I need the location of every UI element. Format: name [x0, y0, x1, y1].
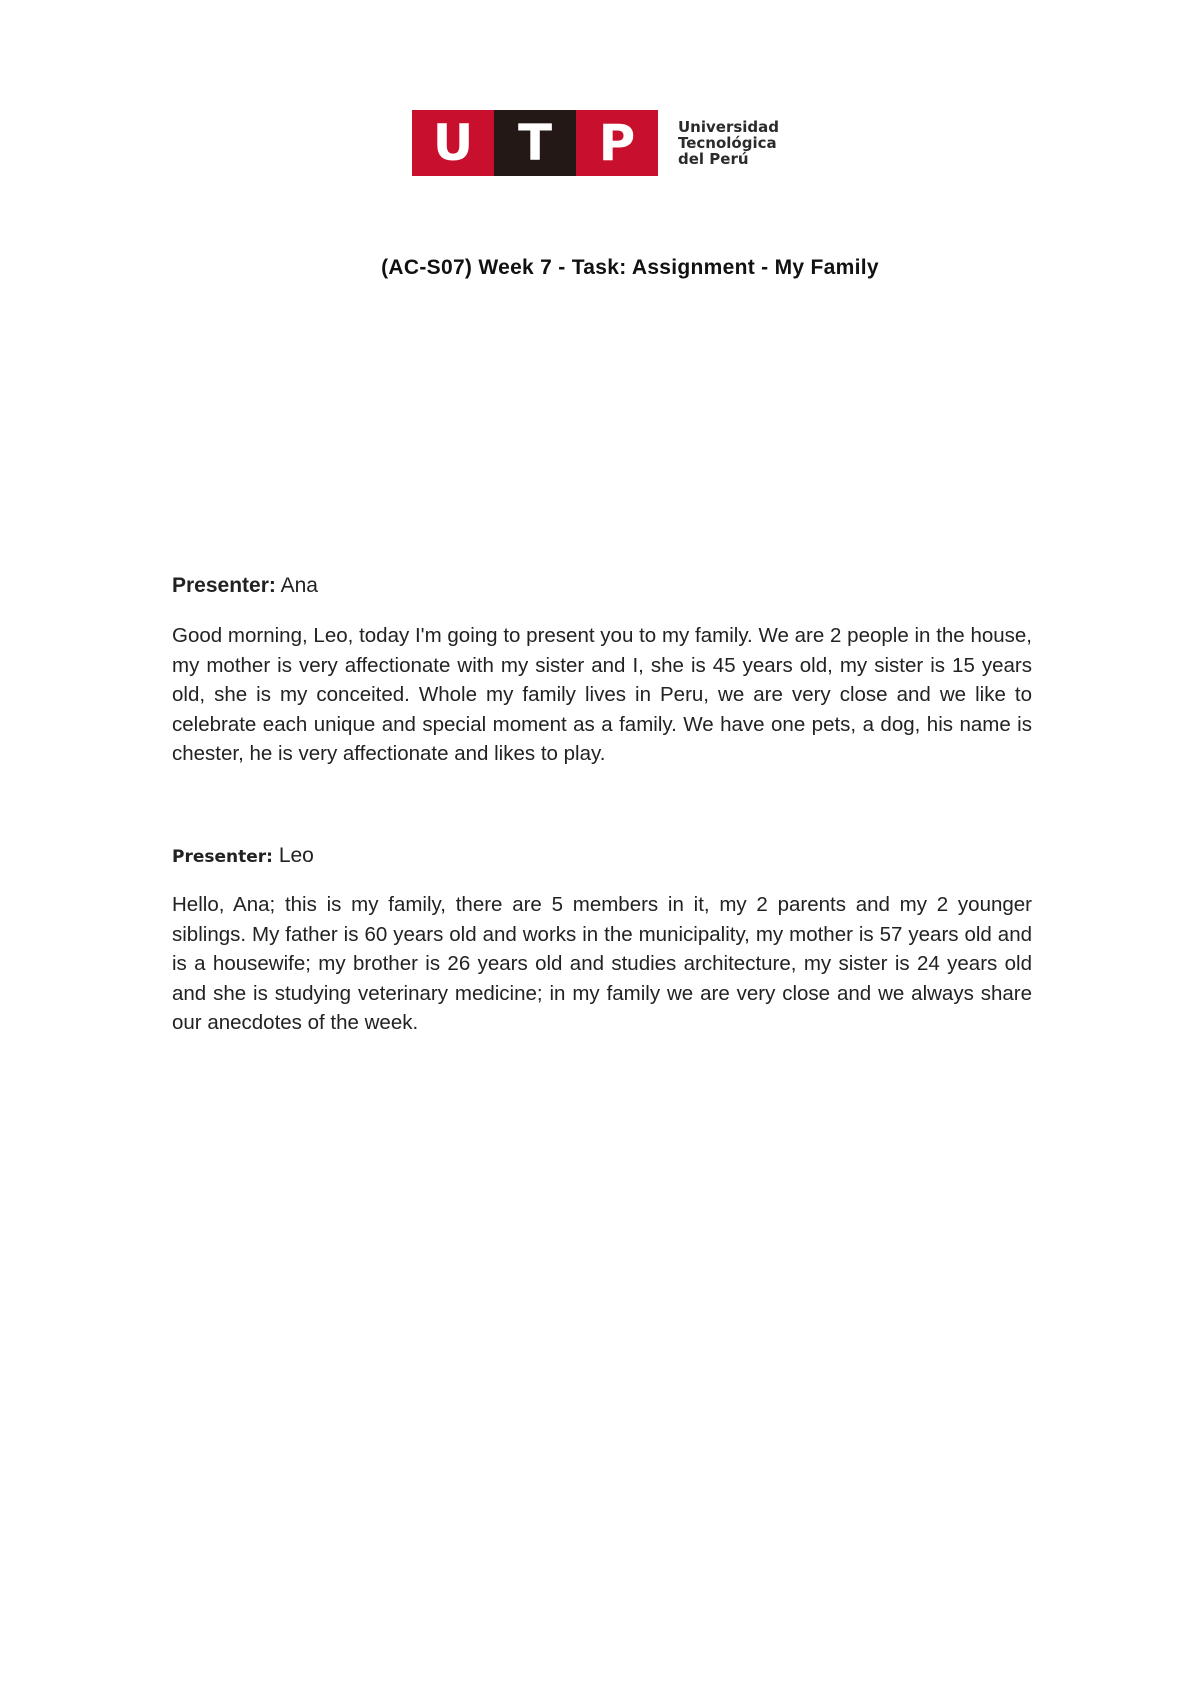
presenter-label: Presenter: — [172, 574, 276, 597]
logo-wordmark — [678, 119, 779, 167]
presenter-section-leo — [172, 844, 1032, 1038]
presenter-name: Ana — [280, 574, 318, 597]
logo-text-line-1: Universidad — [678, 118, 780, 136]
document-title: (AC-S07) Week 7 - Task: Assignment - My Family — [381, 256, 879, 279]
utp-logo — [412, 110, 779, 176]
presenter-line — [172, 574, 1032, 598]
logo-letter-p: P — [576, 110, 658, 176]
presenter-name: Leo — [278, 844, 314, 867]
logo-text-line-2: Tecnológica — [678, 134, 777, 152]
presenter-section-ana — [172, 574, 1032, 769]
logo-text-line-3: del Perú — [678, 150, 749, 168]
presenter-paragraph: Good morning, Leo, today I'm going to present you to my family. We are 2 people in the house, my mother is very affectionate with my sister and I, she is 45 years old, my sister is 15 years old, she is my conceited. Whole my family lives in Peru, we are very close and we like to celebrate each unique and special moment as a family. We have one pets, a dog, his name is chester, he is very affectionate and likes to play. — [172, 624, 1032, 766]
logo-letter-t: T — [494, 110, 576, 176]
logo-letter-u: U — [412, 110, 494, 176]
presenter-paragraph: Hello, Ana; this is my family, there are 5 members in it, my 2 parents and my 2 younger siblings. My father is 60 years old and works in the municipality, my mother is 57 years old and is a housewife; my brother is 26 years old and studies architecture, my sister is 24 years old and she is studying veterinary medicine; in my family we are very close and we always share our anecdotes of the week. — [172, 893, 1032, 1035]
presenter-line — [172, 844, 1032, 868]
presenter-label: Presenter: — [172, 847, 273, 867]
